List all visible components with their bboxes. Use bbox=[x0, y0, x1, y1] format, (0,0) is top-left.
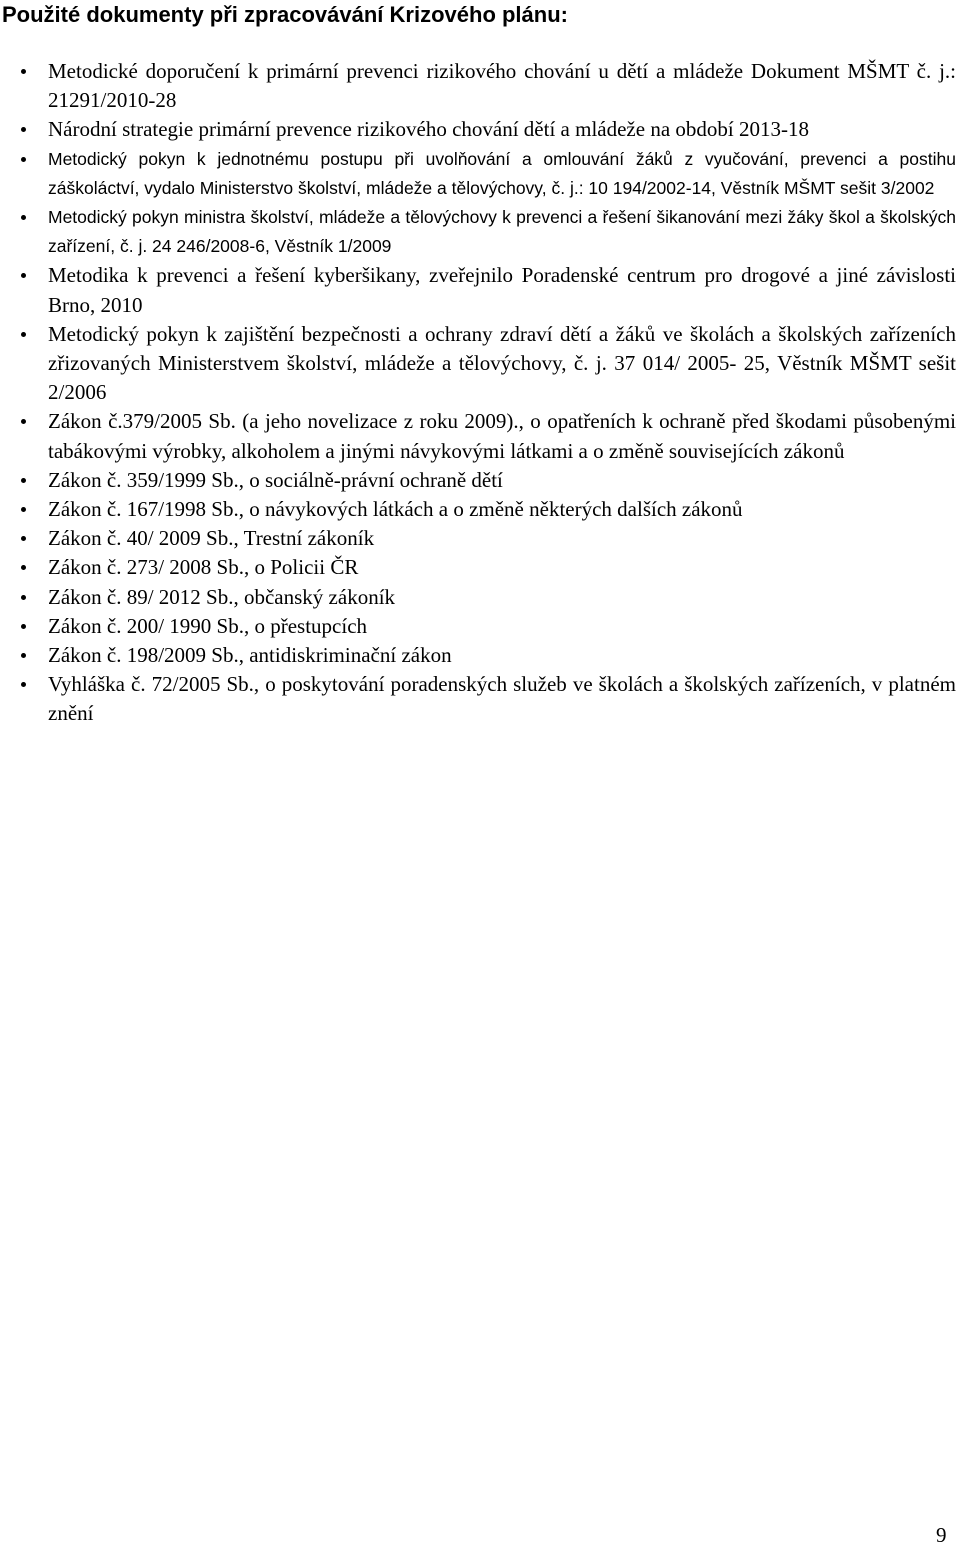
list-item-text: Metodický pokyn k jednotnému postupu při uvolňování a omlouvání žáků z vyučování, prevenci a postihu záškoláctví, vydalo Ministerstvo školství, mládeže a tělovýchovy, č. j.: 10 194/2002-14, Věstník MŠMT sešit 3/2002 bbox=[48, 148, 956, 198]
list-item-text: Zákon č. 167/1998 Sb., o návykových látkách a o změně některých dalších zákonů bbox=[48, 497, 743, 522]
list-item-text: Vyhláška č. 72/2005 Sb., o poskytování poradenských služeb ve školách a školských zařízeních, v platném znění bbox=[48, 672, 956, 726]
list-item-text: Zákon č.379/2005 Sb. (a jeho novelizace z roku 2009)., o opatřeních k ochraně před škodami působenými tabákovými výrobky, alkoholem a jinými návykovými látkami a o změně souvisejících zákonů bbox=[48, 409, 956, 463]
list-item bbox=[48, 407, 956, 465]
document-list bbox=[48, 57, 956, 729]
bullet-icon bbox=[21, 273, 26, 278]
list-item bbox=[48, 670, 956, 728]
list-item bbox=[48, 145, 956, 203]
bullet-icon bbox=[21, 127, 26, 132]
list-item bbox=[48, 495, 956, 524]
bullet-icon bbox=[21, 565, 26, 570]
list-item bbox=[48, 612, 956, 641]
bullet-icon bbox=[21, 682, 26, 687]
list-item bbox=[48, 524, 956, 553]
list-item-text: Zákon č. 89/ 2012 Sb., občanský zákoník bbox=[48, 584, 396, 609]
bullet-icon bbox=[21, 69, 26, 74]
page-heading: Použité dokumenty při zpracovávání Krizového plánu: bbox=[2, 2, 568, 27]
list-item bbox=[48, 553, 956, 582]
list-item-text: Metodický pokyn k zajištění bezpečnosti a ochrany zdraví dětí a žáků ve školách a školských zařízeních zřizovaných Ministerstvem školství, mládeže a tělovýchovy, č. j. 37 014/ 2005- 25, Věstník MŠMT sešit 2/2006 bbox=[48, 321, 956, 405]
list-item bbox=[48, 641, 956, 670]
list-item bbox=[48, 57, 956, 115]
list-item-text: Zákon č. 359/1999 Sb., o sociálně-právní ochraně dětí bbox=[48, 467, 503, 492]
list-item bbox=[48, 320, 956, 408]
list-item-text: Zákon č. 273/ 2008 Sb., o Policii ČR bbox=[48, 555, 359, 580]
list-item-text: Metodické doporučení k primární prevenci rizikového chování u dětí a mládeže Dokument MŠMT č. j.: 21291/2010-28 bbox=[48, 59, 956, 113]
bullet-icon bbox=[21, 478, 26, 483]
bullet-icon bbox=[21, 332, 26, 337]
bullet-icon bbox=[21, 215, 26, 220]
bullet-icon bbox=[21, 624, 26, 629]
list-item bbox=[48, 115, 956, 144]
bullet-icon bbox=[21, 419, 26, 424]
bullet-icon bbox=[21, 507, 26, 512]
list-item bbox=[48, 203, 956, 261]
list-item bbox=[48, 583, 956, 612]
bullet-icon bbox=[21, 595, 26, 600]
bullet-icon bbox=[21, 536, 26, 541]
bullet-icon bbox=[21, 653, 26, 658]
list-item-text: Zákon č. 40/ 2009 Sb., Trestní zákoník bbox=[48, 526, 375, 551]
list-item bbox=[48, 466, 956, 495]
list-item-text: Národní strategie primární prevence rizikového chování dětí a mládeže na období 2013-18 bbox=[48, 117, 809, 142]
list-item bbox=[48, 261, 956, 319]
list-item-text: Zákon č. 198/2009 Sb., antidiskriminační zákon bbox=[48, 643, 452, 668]
page-number: 9 bbox=[936, 1523, 947, 1547]
list-item-text: Zákon č. 200/ 1990 Sb., o přestupcích bbox=[48, 613, 368, 638]
list-item-text: Metodický pokyn ministra školství, mládeže a tělovýchovy k prevenci a řešení šikanování mezi žáky škol a školských zařízení, č. j. 24 246/2008-6, Věstník 1/2009 bbox=[48, 207, 956, 257]
bullet-icon bbox=[21, 157, 26, 162]
list-item-text: Metodika k prevenci a řešení kyberšikany, zveřejnilo Poradenské centrum pro drogové a jiné závislosti Brno, 2010 bbox=[48, 263, 956, 317]
